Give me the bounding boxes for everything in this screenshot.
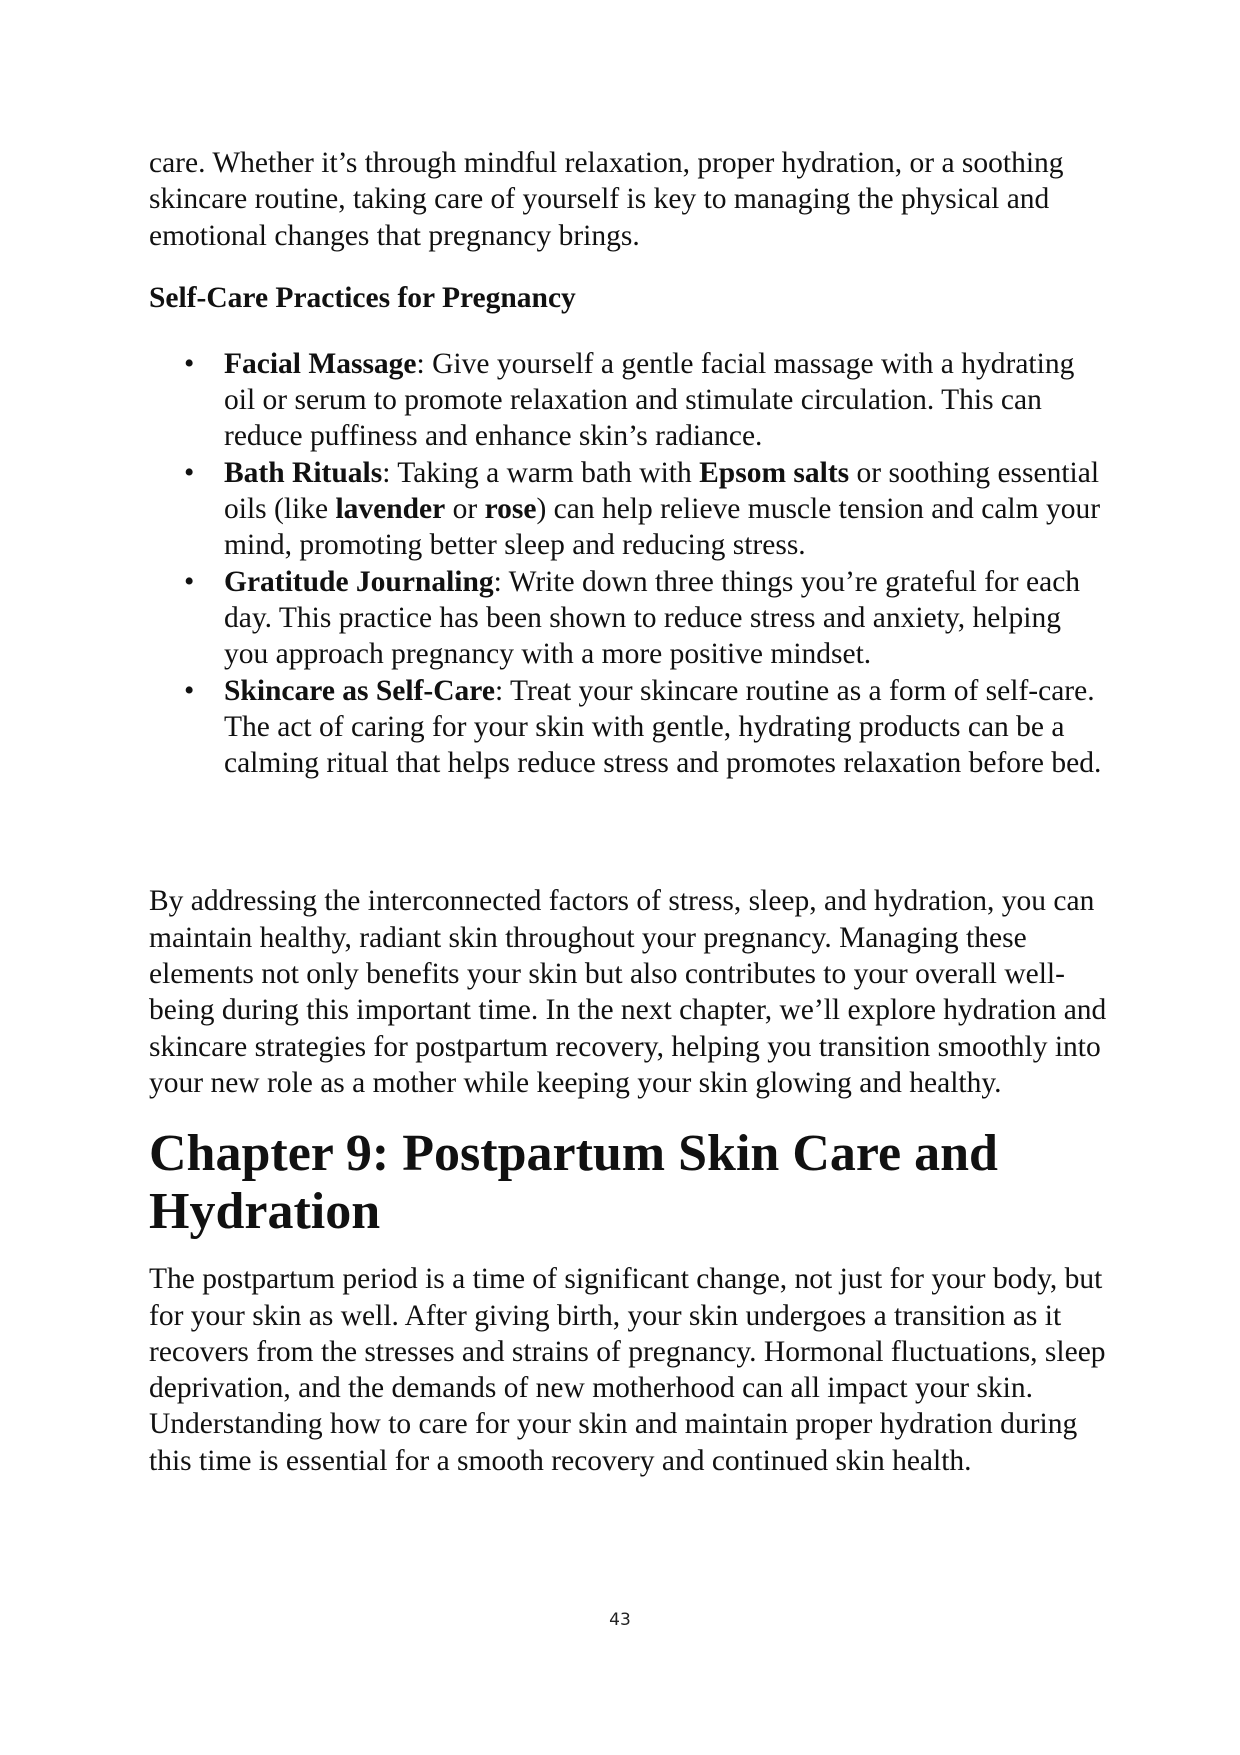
chapter-intro-paragraph: The postpartum period is a time of significant change, not just for your body, but for your skin as well. After giving birth, your skin undergoes a transition as it recovers from the stresses and strains of pregnancy. Hormonal fluctuations, sleep deprivation, and the demands of new motherhood can all impact your skin. Understanding how to care for your skin and maintain proper hydration during this time is essential for a smooth recovery and continued skin health. — [149, 1263, 1106, 1477]
bullet-icon: • — [184, 347, 195, 380]
intro-paragraph: care. Whether it’s through mindful relaxation, proper hydration, or a soothing skincare routine, taking care of yourself is key to managing the physical and emotional changes that pregnancy brings. — [149, 147, 1064, 252]
practice-text: : Taking a warm bath with — [382, 456, 700, 489]
bullet-icon: • — [184, 565, 195, 598]
document-page — [149, 145, 1109, 1479]
bullet-icon: • — [184, 456, 195, 489]
practices-list — [149, 346, 1109, 782]
closing-paragraph: By addressing the interconnected factors of stress, sleep, and hydration, you can maintain healthy, radiant skin throughout your pregnancy. Managing these elements not only benefits your skin but also contributes to your overall well-being during this important time. In the next chapter, we’ll explore hydration and skincare strategies for postpartum recovery, helping you transition smoothly into your new role as a mother while keeping your skin glowing and healthy. — [149, 885, 1107, 1099]
section-heading: Self-Care Practices for Pregnancy — [149, 281, 576, 314]
practice-text: or soothing essential oils (like — [224, 456, 1100, 526]
practice-emphasis: lavender — [335, 493, 446, 526]
practice-item — [149, 455, 1109, 564]
practice-text: or — [445, 493, 485, 526]
page-number: 43 — [609, 1610, 631, 1630]
practice-item — [149, 564, 1109, 673]
practice-item — [149, 346, 1109, 455]
practice-term: Skincare as Self-Care — [224, 674, 495, 707]
practice-item — [149, 673, 1109, 782]
practice-text: : Give yourself a gentle facial massage with a hydrating oil or serum to promote relaxation and stimulate circulation. This can reduce puffiness and enhance skin’s radiance. — [224, 347, 1075, 453]
practice-text: : Write down three things you’re grateful for each day. This practice has been shown to reduce stress and anxiety, helping you approach pregnancy with a more positive mindset. — [224, 565, 1081, 671]
practice-text: : Treat your skincare routine as a form of self-care. The act of caring for your skin with gentle, hydrating products can be a calming ritual that helps reduce stress and promotes relaxation before bed. — [224, 674, 1102, 780]
practice-text: ) can help relieve muscle tension and calm your mind, promoting better sleep and reducing stress. — [224, 493, 1101, 562]
practice-term: Gratitude Journaling — [224, 565, 494, 598]
chapter-title: Chapter 9: Postpartum Skin Care and Hydration — [149, 1125, 998, 1241]
practice-term: Facial Massage — [224, 347, 417, 380]
practice-emphasis: rose — [484, 493, 537, 526]
practice-emphasis: Epsom salts — [699, 456, 850, 489]
practice-term: Bath Rituals — [224, 456, 383, 489]
bullet-icon: • — [184, 674, 195, 707]
